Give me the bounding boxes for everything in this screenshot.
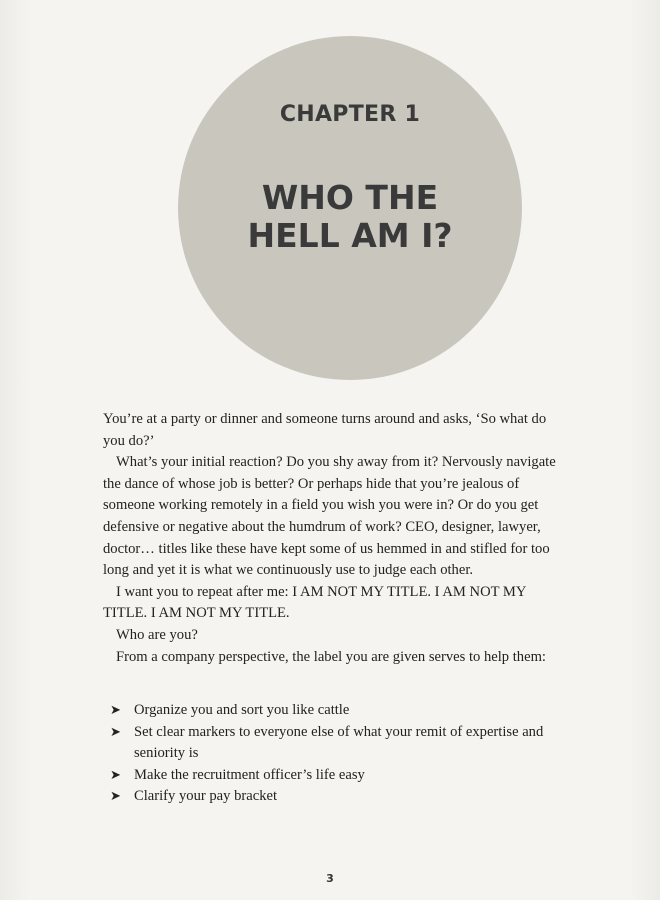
paragraph: What’s your initial reaction? Do you shy away from it? Nervously navigate the dance of whose job is better? Or perhaps hide that you’re jealous of someone working remotely in a field you wish you were in? Or do you get defensive or negative about the humdrum of work? CEO, designer, lawyer, doctor… titles like these have kept some of us hemmed in and stifled for too long and yet it is what we continuously use to judge each other. <box>103 454 556 579</box>
list-item <box>110 765 560 787</box>
bullet-list <box>110 700 560 808</box>
chapter-label: CHAPTER 1 <box>279 102 421 127</box>
chapter-title-line-1: WHO THE <box>261 178 439 217</box>
page-number: 3 <box>326 872 334 885</box>
list-item <box>110 700 560 722</box>
chapter-title-line-2: HELL AM I? <box>247 216 453 255</box>
list-item <box>110 722 560 765</box>
body-text <box>103 409 563 668</box>
arrowhead-icon: ➤ <box>110 724 121 740</box>
list-item-text: Set clear markers to everyone else of what your remit of expertise and seniority is <box>134 723 544 762</box>
list-item-text: Clarify your pay bracket <box>134 788 278 805</box>
arrowhead-icon: ➤ <box>110 767 121 783</box>
paragraph: From a company perspective, the label you are given serves to help them: <box>116 648 546 665</box>
arrowhead-icon: ➤ <box>110 789 121 805</box>
list-item <box>110 786 560 808</box>
list-item-text: Organize you and sort you like cattle <box>134 702 350 718</box>
paragraph: Who are you? <box>116 626 198 643</box>
paragraph: I want you to repeat after me: I AM NOT MY TITLE. I AM NOT MY TITLE. I AM NOT MY TITLE. <box>103 583 526 622</box>
chapter-title <box>178 179 522 255</box>
arrowhead-icon: ➤ <box>110 703 121 718</box>
chapter-circle <box>178 36 522 380</box>
paragraph: You’re at a party or dinner and someone turns around and asks, ‘So what do you do?’ <box>103 411 547 449</box>
list-item-text: Make the recruitment officer’s life easy <box>134 766 365 783</box>
